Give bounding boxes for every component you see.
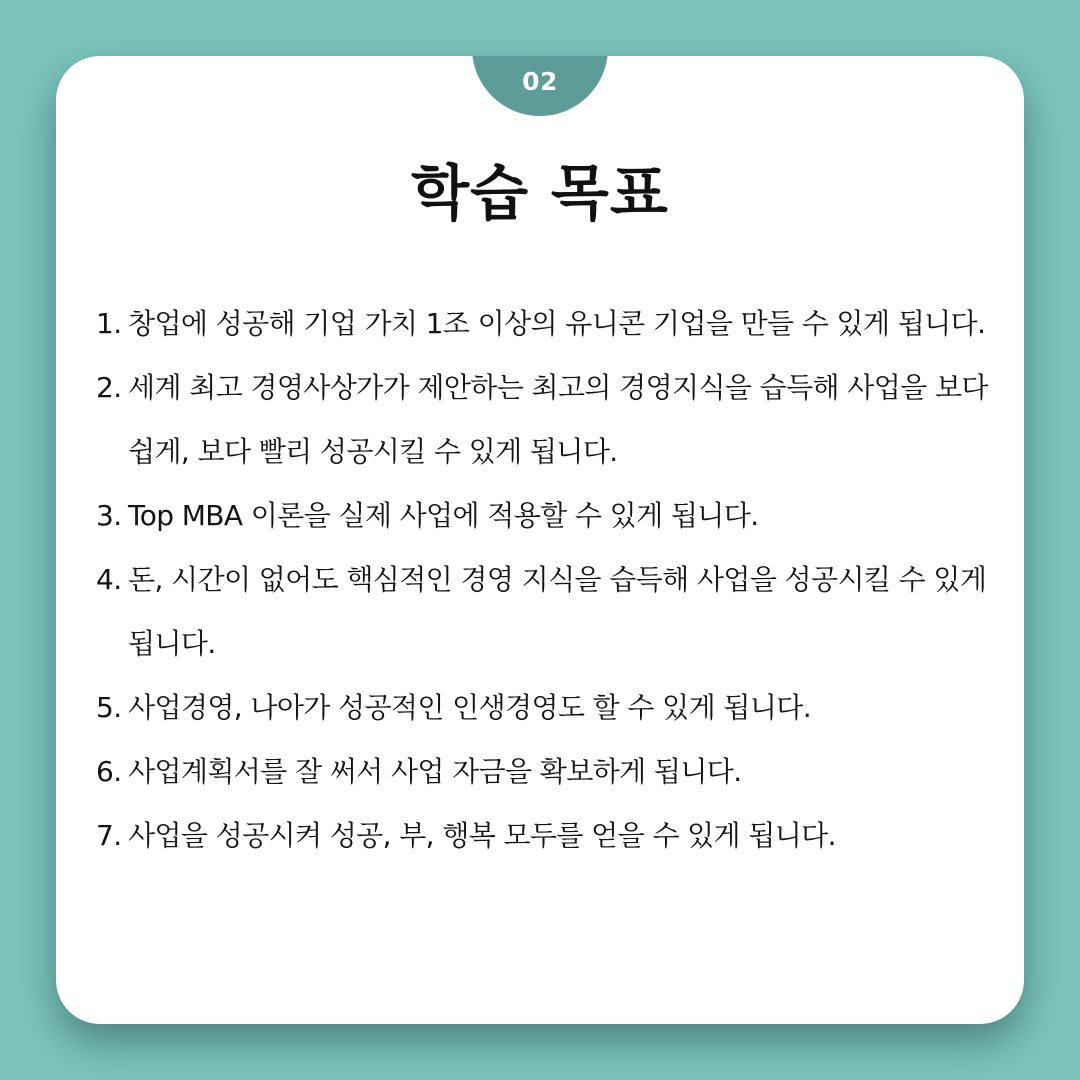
content-card [56,56,1024,1024]
goal-number: 5. [96,691,122,724]
goals-list [96,292,996,868]
page-title: 학습 목표 [411,159,669,229]
goal-number: 1. [96,307,122,340]
goal-number: 2. [96,371,122,404]
goal-item-6 [96,740,996,804]
goal-number: 6. [96,755,122,788]
goal-item-1 [96,292,996,356]
goal-text: 사업계획서를 잘 써서 사업 자금을 확보하게 됩니다. [128,755,742,788]
page-number-badge [472,56,608,116]
goal-item-2 [96,356,996,484]
goal-item-4 [96,548,996,676]
goal-number: 4. [96,563,122,596]
goal-text: 세계 최고 경영사상가가 제안하는 최고의 경영지식을 습득해 사업을 보다 쉽게, 보다 빨리 성공시킬 수 있게 됩니다. [128,371,988,468]
goal-item-3 [96,484,996,548]
goal-text: 사업을 성공시켜 성공, 부, 행복 모두를 얻을 수 있게 됩니다. [128,819,836,852]
goal-text: Top MBA 이론을 실제 사업에 적용할 수 있게 됩니다. [128,499,759,532]
page-number: 02 [522,67,558,96]
goal-text: 창업에 성공해 기업 가치 1조 이상의 유니콘 기업을 만들 수 있게 됩니다. [128,307,986,340]
goal-number: 3. [96,499,122,532]
goal-text: 사업경영, 나아가 성공적인 인생경영도 할 수 있게 됩니다. [128,691,812,724]
goal-item-7 [96,804,996,868]
goal-text: 돈, 시간이 없어도 핵심적인 경영 지식을 습득해 사업을 성공시킬 수 있게 됩니다. [128,563,987,660]
goal-item-5 [96,676,996,740]
goal-number: 7. [96,819,122,852]
